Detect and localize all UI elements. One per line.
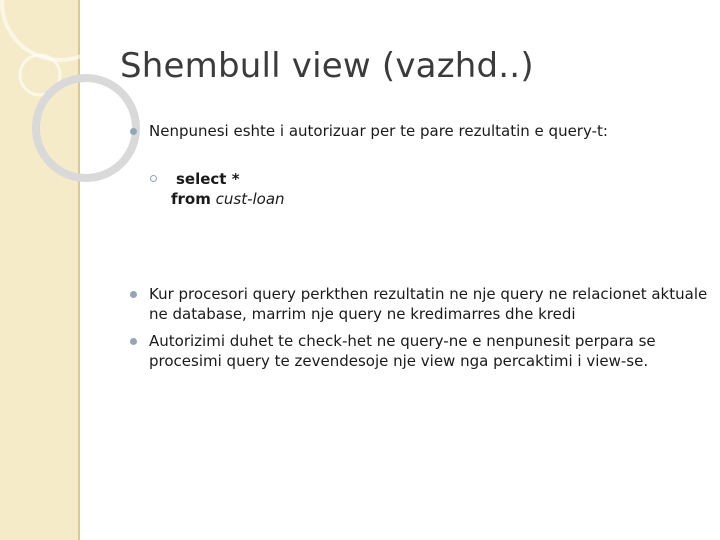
- code-keyword-from: from: [171, 190, 211, 208]
- bullet-item-1: [130, 121, 710, 141]
- sub-bullet-code: [150, 169, 285, 209]
- bullet-dot-icon: [130, 128, 137, 135]
- bullet-item-2: [130, 284, 710, 324]
- bullet-dot-icon: [130, 291, 137, 298]
- ring-large: [2, 0, 118, 60]
- code-line-from: [171, 189, 285, 209]
- bullet-text: Nenpunesi eshte i autorizuar per te pare rezultatin e query-t:: [149, 122, 608, 140]
- code-table-name: cust-loan: [215, 190, 285, 208]
- code-line-select: select *: [176, 170, 240, 188]
- bullet-item-3: [130, 331, 710, 371]
- ring-medium: [36, 78, 136, 178]
- bullet-text: Kur procesori query perkthen rezultatin ne nje query ne relacionet aktuale ne database, marrim nje query ne kredimarres dhe kredi: [149, 285, 708, 323]
- bullet-dot-icon: [130, 338, 137, 345]
- sub-bullet-ring-icon: [150, 175, 157, 182]
- slide-title: Shembull view (vazhd..): [120, 46, 534, 86]
- bullet-text: Autorizimi duhet te check-het ne query-ne e nenpunesit perpara se procesimi query te zevendesoje nje view nga percaktimi i view-se.: [149, 332, 656, 370]
